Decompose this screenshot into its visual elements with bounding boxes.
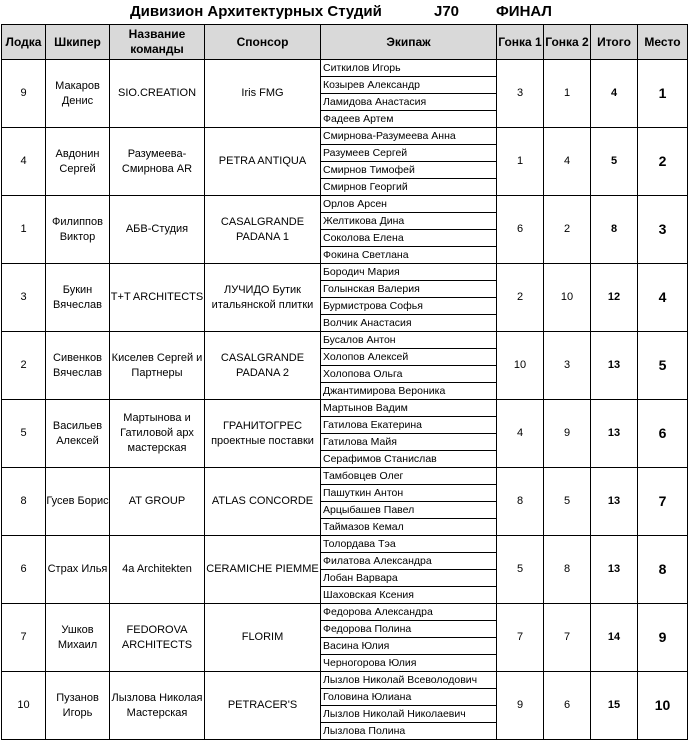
header-total: Итого (591, 25, 638, 60)
crew-member: Таймазов Кемал (321, 519, 497, 536)
race2-cell: 9 (544, 400, 591, 468)
skipper-cell: Авдонин Сергей (46, 128, 110, 196)
boat-cell: 9 (2, 60, 46, 128)
boat-cell: 5 (2, 400, 46, 468)
division-title: Дивизион Архитектурных Студий (130, 3, 382, 20)
boat-cell: 4 (2, 128, 46, 196)
race1-cell: 10 (497, 332, 544, 400)
place-cell: 9 (638, 604, 688, 672)
skipper-cell: Пузанов Игорь (46, 672, 110, 740)
skipper-cell: Макаров Денис (46, 60, 110, 128)
team-cell: Разумеева-Смирнова AR (110, 128, 205, 196)
race1-cell: 1 (497, 128, 544, 196)
skipper-cell: Страх Илья (46, 536, 110, 604)
crew-member: Лызлов Николай Всеволодович (321, 672, 497, 689)
crew-member: Толордава Тэа (321, 536, 497, 553)
table-row (2, 196, 688, 213)
crew-member: Соколова Елена (321, 230, 497, 247)
race1-cell: 4 (497, 400, 544, 468)
table-row (2, 128, 688, 145)
crew-member: Филатова Александра (321, 553, 497, 570)
sponsor-cell: CERAMICHE PIEMME (205, 536, 321, 604)
header-place: Место (638, 25, 688, 60)
crew-member: Бородич Мария (321, 264, 497, 281)
boat-cell: 1 (2, 196, 46, 264)
sponsor-cell: Iris FMG (205, 60, 321, 128)
header-crew: Экипаж (321, 25, 497, 60)
race1-cell: 5 (497, 536, 544, 604)
crew-member: Орлов Арсен (321, 196, 497, 213)
race2-cell: 8 (544, 536, 591, 604)
crew-member: Смирнов Георгий (321, 179, 497, 196)
crew-member: Серафимов Станислав (321, 451, 497, 468)
race1-cell: 9 (497, 672, 544, 740)
table-row (2, 60, 688, 77)
sponsor-cell: CASALGRANDE PADANA 2 (205, 332, 321, 400)
sponsor-cell: ЛУЧИДО Бутик итальянской плитки (205, 264, 321, 332)
crew-member: Мартынов Вадим (321, 400, 497, 417)
boat-cell: 3 (2, 264, 46, 332)
crew-member: Пашуткин Антон (321, 485, 497, 502)
team-cell: AT GROUP (110, 468, 205, 536)
total-cell: 13 (591, 400, 638, 468)
place-cell: 2 (638, 128, 688, 196)
header-skipper: Шкипер (46, 25, 110, 60)
boat-cell: 10 (2, 672, 46, 740)
skipper-cell: Букин Вячеслав (46, 264, 110, 332)
total-cell: 14 (591, 604, 638, 672)
results-body (2, 60, 688, 740)
place-cell: 8 (638, 536, 688, 604)
place-cell: 5 (638, 332, 688, 400)
sponsor-cell: PETRA ANTIQUA (205, 128, 321, 196)
crew-member: Джантимирова Вероника (321, 383, 497, 400)
crew-member: Фокина Светлана (321, 247, 497, 264)
race1-cell: 3 (497, 60, 544, 128)
sponsor-cell: PETRACER'S (205, 672, 321, 740)
header-row (2, 25, 688, 60)
table-row (2, 400, 688, 417)
race2-cell: 10 (544, 264, 591, 332)
crew-member: Бусалов Антон (321, 332, 497, 349)
header-race1: Гонка 1 (497, 25, 544, 60)
crew-member: Холопова Ольга (321, 366, 497, 383)
race2-cell: 7 (544, 604, 591, 672)
boat-cell: 7 (2, 604, 46, 672)
team-cell: Киселев Сергей и Партнеры (110, 332, 205, 400)
table-row (2, 264, 688, 281)
crew-member: Разумеев Сергей (321, 145, 497, 162)
total-cell: 15 (591, 672, 638, 740)
sponsor-cell: ATLAS CONCORDE (205, 468, 321, 536)
crew-member: Шаховская Ксения (321, 587, 497, 604)
total-cell: 13 (591, 468, 638, 536)
team-cell: Мартынова и Гатиловой арх мастерская (110, 400, 205, 468)
race2-cell: 1 (544, 60, 591, 128)
place-cell: 4 (638, 264, 688, 332)
stage-label: ФИНАЛ (496, 3, 552, 20)
total-cell: 13 (591, 536, 638, 604)
team-cell: SIO.CREATION (110, 60, 205, 128)
boat-cell: 8 (2, 468, 46, 536)
header-boat: Лодка (2, 25, 46, 60)
table-row (2, 536, 688, 553)
boat-cell: 6 (2, 536, 46, 604)
header-team: Название команды (110, 25, 205, 60)
race2-cell: 3 (544, 332, 591, 400)
race1-cell: 2 (497, 264, 544, 332)
header-sponsor: Спонсор (205, 25, 321, 60)
skipper-cell: Гусев Борис (46, 468, 110, 536)
crew-member: Тамбовцев Олег (321, 468, 497, 485)
race1-cell: 7 (497, 604, 544, 672)
skipper-cell: Сивенков Вячеслав (46, 332, 110, 400)
crew-member: Козырев Александр (321, 77, 497, 94)
crew-member: Бурмистрова Софья (321, 298, 497, 315)
total-cell: 5 (591, 128, 638, 196)
skipper-cell: Филиппов Виктор (46, 196, 110, 264)
table-row (2, 332, 688, 349)
team-cell: АБВ-Студия (110, 196, 205, 264)
crew-member: Васина Юлия (321, 638, 497, 655)
table-row (2, 468, 688, 485)
crew-member: Ламидова Анастасия (321, 94, 497, 111)
crew-member: Волчик Анастасия (321, 315, 497, 332)
table-row (2, 672, 688, 689)
total-cell: 13 (591, 332, 638, 400)
sponsor-cell: CASALGRANDE PADANA 1 (205, 196, 321, 264)
crew-member: Гатилова Майя (321, 434, 497, 451)
crew-member: Лызлова Полина (321, 723, 497, 740)
sponsor-cell: FLORIM (205, 604, 321, 672)
place-cell: 7 (638, 468, 688, 536)
place-cell: 1 (638, 60, 688, 128)
results-table (1, 24, 688, 740)
crew-member: Черногорова Юлия (321, 655, 497, 672)
crew-member: Фадеев Артем (321, 111, 497, 128)
crew-member: Гатилова Екатерина (321, 417, 497, 434)
total-cell: 4 (591, 60, 638, 128)
skipper-cell: Ушков Михаил (46, 604, 110, 672)
crew-member: Холопов Алексей (321, 349, 497, 366)
race1-cell: 6 (497, 196, 544, 264)
boat-class: J70 (434, 3, 460, 20)
crew-member: Лызлов Николай Николаевич (321, 706, 497, 723)
race2-cell: 5 (544, 468, 591, 536)
race2-cell: 4 (544, 128, 591, 196)
crew-member: Лобан Варвара (321, 570, 497, 587)
crew-member: Федорова Александра (321, 604, 497, 621)
crew-member: Федорова Полина (321, 621, 497, 638)
sponsor-cell: ГРАНИТОГРЕС проектные поставки (205, 400, 321, 468)
crew-member: Голынская Валерия (321, 281, 497, 298)
team-cell: T+T ARCHITECTS (110, 264, 205, 332)
total-cell: 12 (591, 264, 638, 332)
crew-member: Ситкилов Игорь (321, 60, 497, 77)
team-cell: FEDOROVA ARCHITECTS (110, 604, 205, 672)
sheet-title (0, 0, 688, 24)
place-cell: 3 (638, 196, 688, 264)
race2-cell: 2 (544, 196, 591, 264)
crew-member: Арцыбашев Павел (321, 502, 497, 519)
crew-member: Головина Юлиана (321, 689, 497, 706)
race2-cell: 6 (544, 672, 591, 740)
boat-cell: 2 (2, 332, 46, 400)
team-cell: Лызлова Николая Мастерская (110, 672, 205, 740)
header-race2: Гонка 2 (544, 25, 591, 60)
skipper-cell: Васильев Алексей (46, 400, 110, 468)
race1-cell: 8 (497, 468, 544, 536)
crew-member: Смирнов Тимофей (321, 162, 497, 179)
place-cell: 6 (638, 400, 688, 468)
crew-member: Желтикова Дина (321, 213, 497, 230)
team-cell: 4a Architekten (110, 536, 205, 604)
crew-member: Смирнова-Разумеева Анна (321, 128, 497, 145)
table-row (2, 604, 688, 621)
place-cell: 10 (638, 672, 688, 740)
total-cell: 8 (591, 196, 638, 264)
